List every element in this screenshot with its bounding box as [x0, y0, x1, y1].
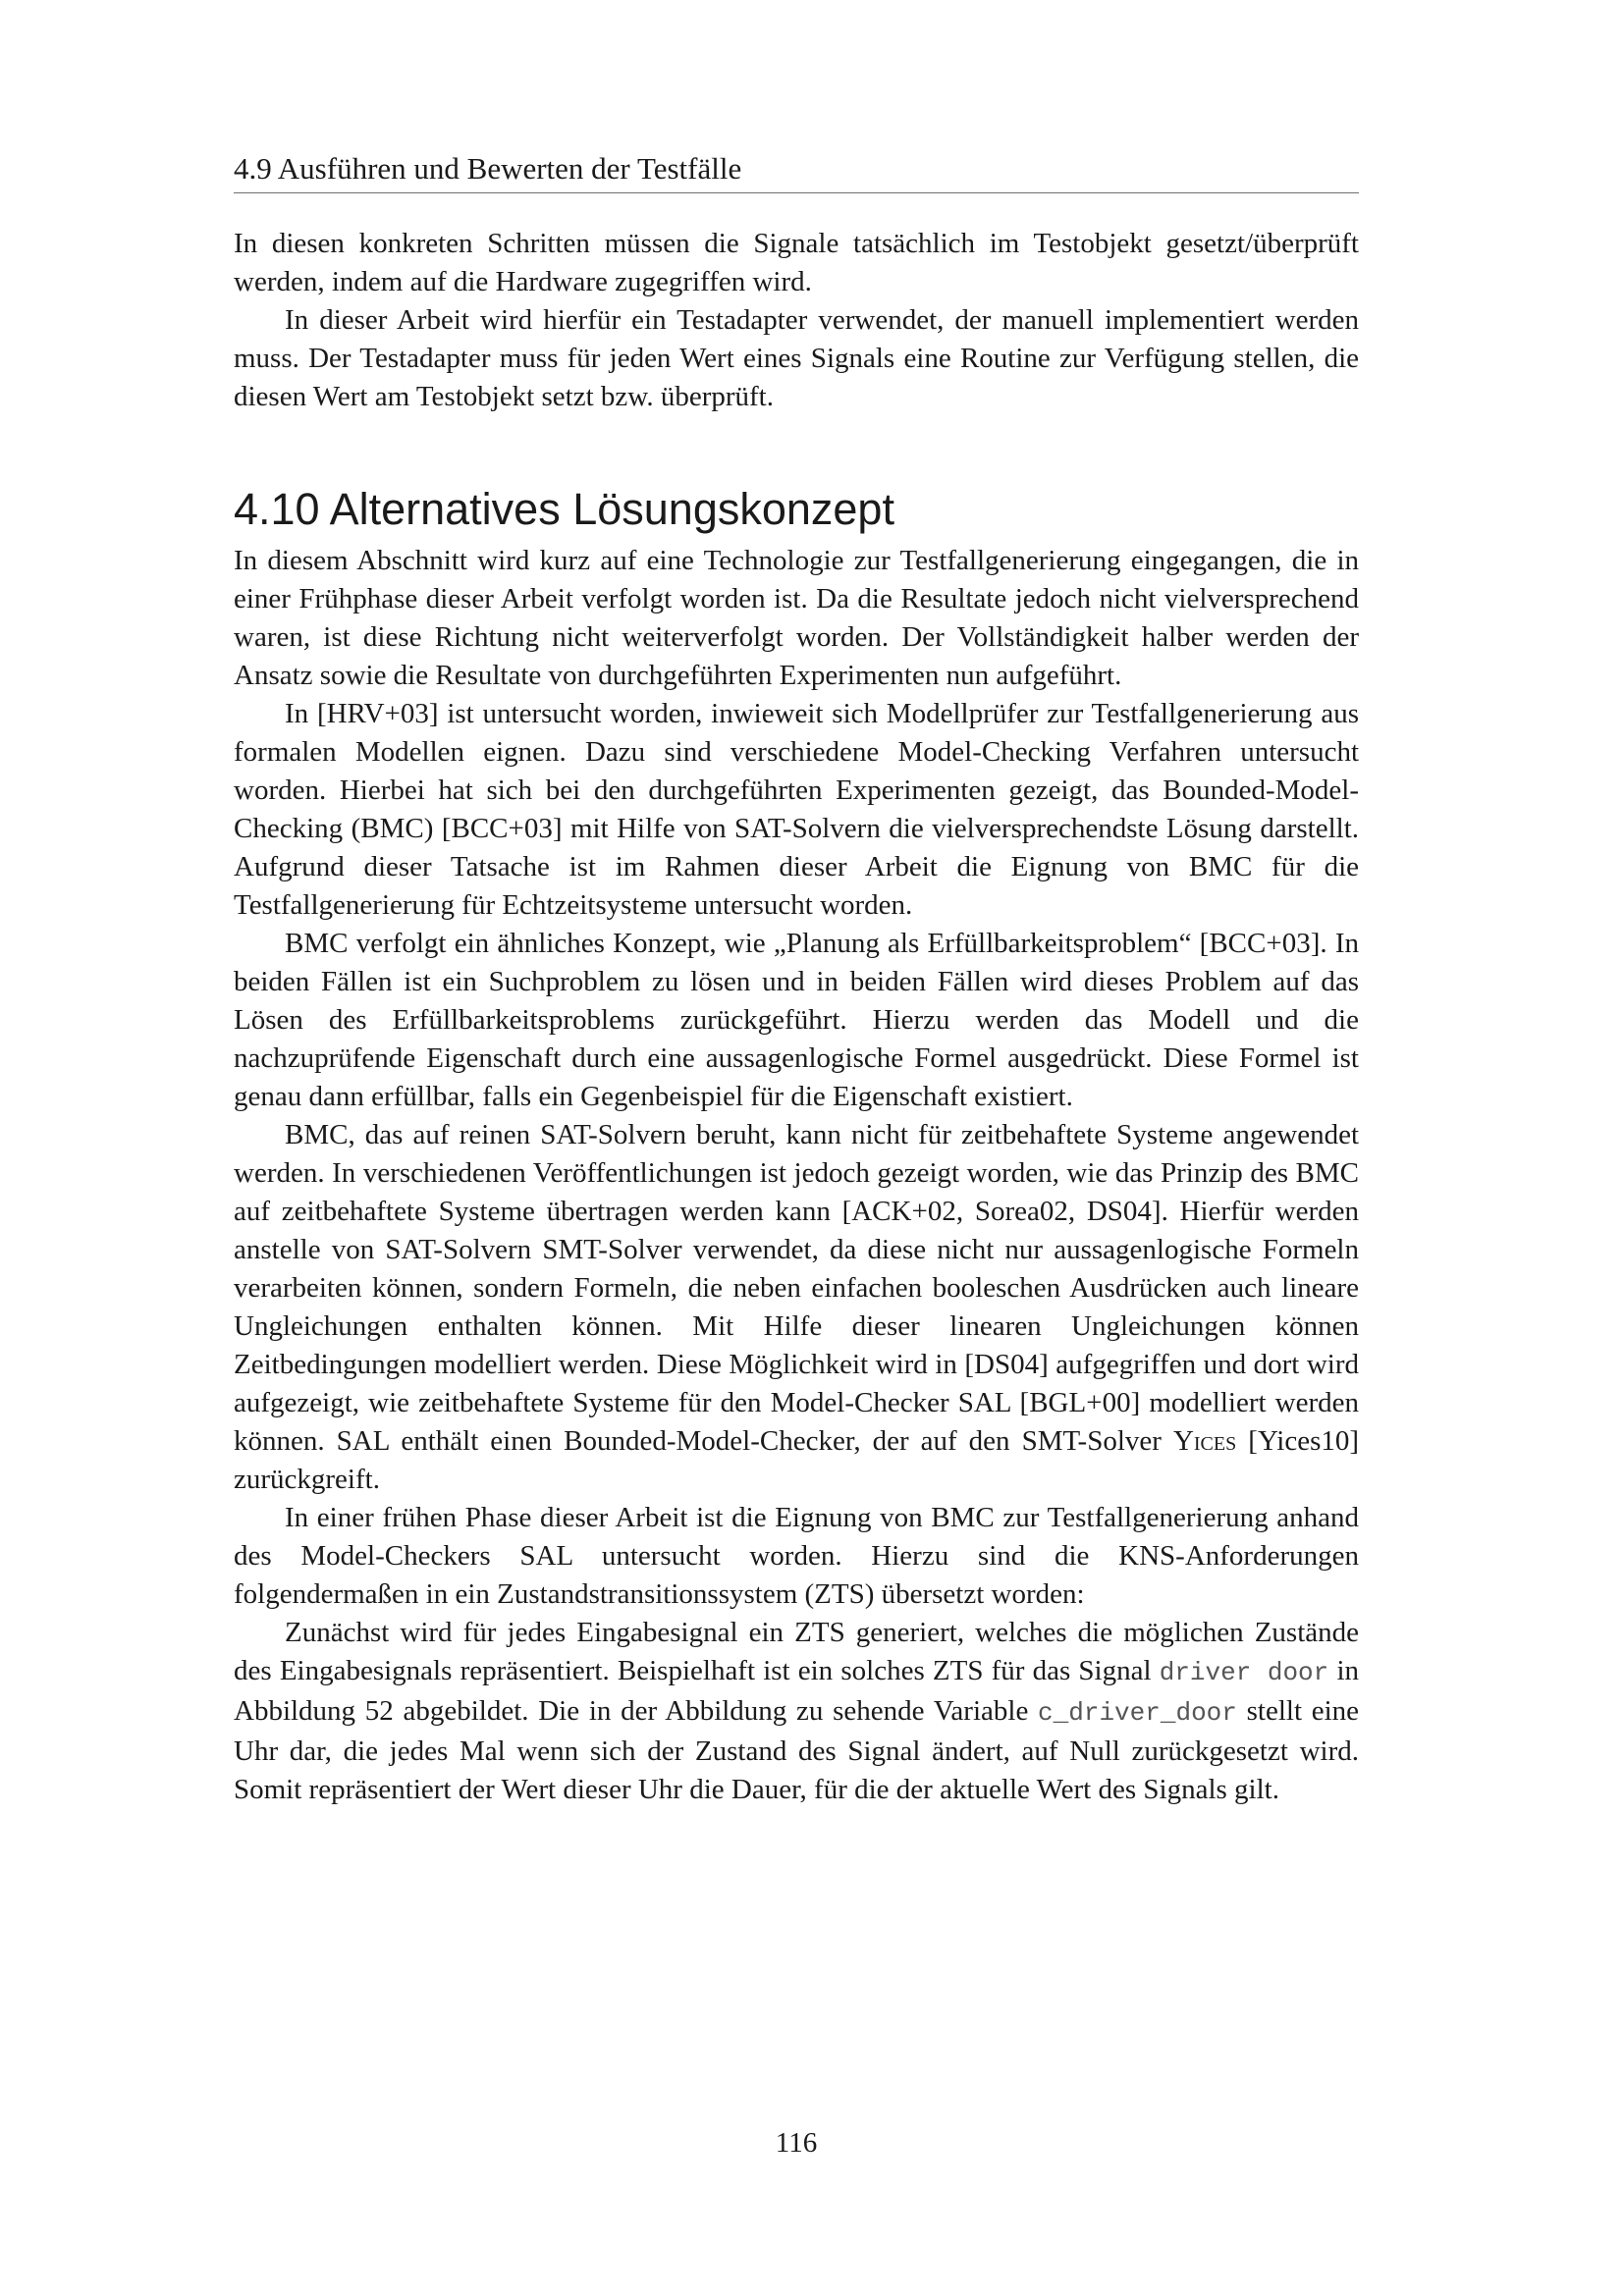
page-number: 116	[775, 2127, 818, 2159]
paragraph: In diesem Abschnitt wird kurz auf eine Technologie zur Testfallgenerierung eingegangen, die in einer Frühphase dieser Arbeit verfolgt worden ist. Da die Resultate jedoch nicht vielversprechend waren, ist diese Richtung nicht weiterverfolgt worden. Der Vollständigkeit halber werden der Ansatz sowie die Resultate von durchgeführten Experimenten nun aufgeführt.	[234, 545, 1359, 691]
paragraph-text: BMC, das auf reinen SAT-Solvern beruht, kann nicht für zeitbehaftete Systeme angewendet werden. In verschiedenen Veröffentlichungen ist jedoch gezeigt worden, wie das Prinzip des BMC auf zeitbehaftete Systeme übertragen werden kann [ACK+02, Sorea02, DS04]. Hierfür werden anstelle von SAT-Solvern SMT-Solver verwendet, da diese nicht nur aussagenlogische Formeln verarbeiten können, sondern Formeln, die neben einfachen booleschen Ausdrücken auch lineare Ungleichungen enthalten können. Mit Hilfe dieser linearen Ungleichungen können Zeitbedingungen modelliert werden. Diese Möglichkeit wird in [DS04] aufgegriffen und dort wird aufgezeigt, wie zeitbehaftete Systeme für den Model-Checker SAL [BGL+00] modelliert werden können. SAL enthält einen Bounded-Model-Checker, der auf den SMT-Solver	[234, 1119, 1359, 1457]
paragraph-text: Zunächst wird für jedes Eingabesignal ein ZTS generiert, welches die möglichen Zustände des Eingabesignals repräsentiert. Beispielhaft ist ein solches ZTS für das Signal	[234, 1617, 1359, 1686]
paragraph-text: [Yices10] zurückgreift.	[234, 1425, 1360, 1495]
paragraph	[234, 1116, 1359, 1499]
document-page	[234, 0, 1359, 2296]
paragraph: In diesen konkreten Schritten müssen die Signale tatsächlich im Testobjekt gesetzt/überprüft werden, indem auf die Hardware zugegriffen wird.	[234, 228, 1359, 297]
section-4-9-text	[234, 225, 1359, 416]
code-signal-name: driver door	[1159, 1658, 1329, 1687]
section-heading: 4.10 Alternatives Lösungskonzept	[234, 484, 894, 534]
paragraph: In dieser Arbeit wird hierfür ein Testadapter verwendet, der manuell implementiert werden muss. Der Testadapter muss für jeden Wert eines Signals eine Routine zur Verfügung stellen, die diesen Wert am Testobjekt setzt bzw. überprüft.	[234, 304, 1359, 412]
paragraph: In [HRV+03] ist untersucht worden, inwieweit sich Modellprüfer zur Testfallgenerierung aus formalen Modellen eignen. Dazu sind verschiedene Model-Checking Verfahren untersucht worden. Hierbei hat sich bei den durchgeführten Experimenten gezeigt, das Bounded-Model-Checking (BMC) [BCC+03] mit Hilfe von SAT-Solvern die vielversprechendste Lösung darstellt. Aufgrund dieser Tatsache ist im Rahmen dieser Arbeit die Eignung von BMC für die Testfallgenerierung für Echtzeitsysteme untersucht worden.	[234, 698, 1359, 921]
code-variable-name: c_driver_door	[1038, 1698, 1237, 1728]
paragraph-text: stellt eine Uhr dar, die jedes Mal wenn sich der Zustand des Signal ändert, auf Null zurückgesetzt wird. Somit repräsentiert der Wert dieser Uhr die Dauer, für die der aktuelle Wert des Signals gilt.	[234, 1695, 1360, 1805]
paragraph: BMC verfolgt ein ähnliches Konzept, wie „Planung als Erfüllbarkeitsproblem“ [BCC+03]. In beiden Fällen ist ein Suchproblem zu lösen und in beiden Fällen wird dieses Problem auf das Lösen des Erfüllbarkeitsproblems zurückgeführt. Hierzu werden das Modell und die nachzuprüfende Eigenschaft durch eine aussagenlogische Formel ausgedrückt. Diese Formel ist genau dann erfüllbar, falls ein Gegenbeispiel für die Eigenschaft existiert.	[234, 928, 1359, 1112]
running-header: 4.9 Ausführen und Bewerten der Testfälle	[234, 149, 1359, 193]
paragraph	[234, 1614, 1359, 1809]
yices-name: Yices	[1172, 1425, 1237, 1457]
paragraph: In einer frühen Phase dieser Arbeit ist die Eignung von BMC zur Testfallgenerierung anhand des Model-Checkers SAL untersucht worden. Hierzu sind die KNS-Anforderungen folgendermaßen in ein Zustandstransitionssystem (ZTS) übersetzt worden:	[234, 1502, 1359, 1610]
section-4-10	[234, 482, 1359, 1809]
paragraph-text: in Abbildung 52 abgebildet. Die in der Abbildung zu sehende Variable	[234, 1655, 1359, 1727]
